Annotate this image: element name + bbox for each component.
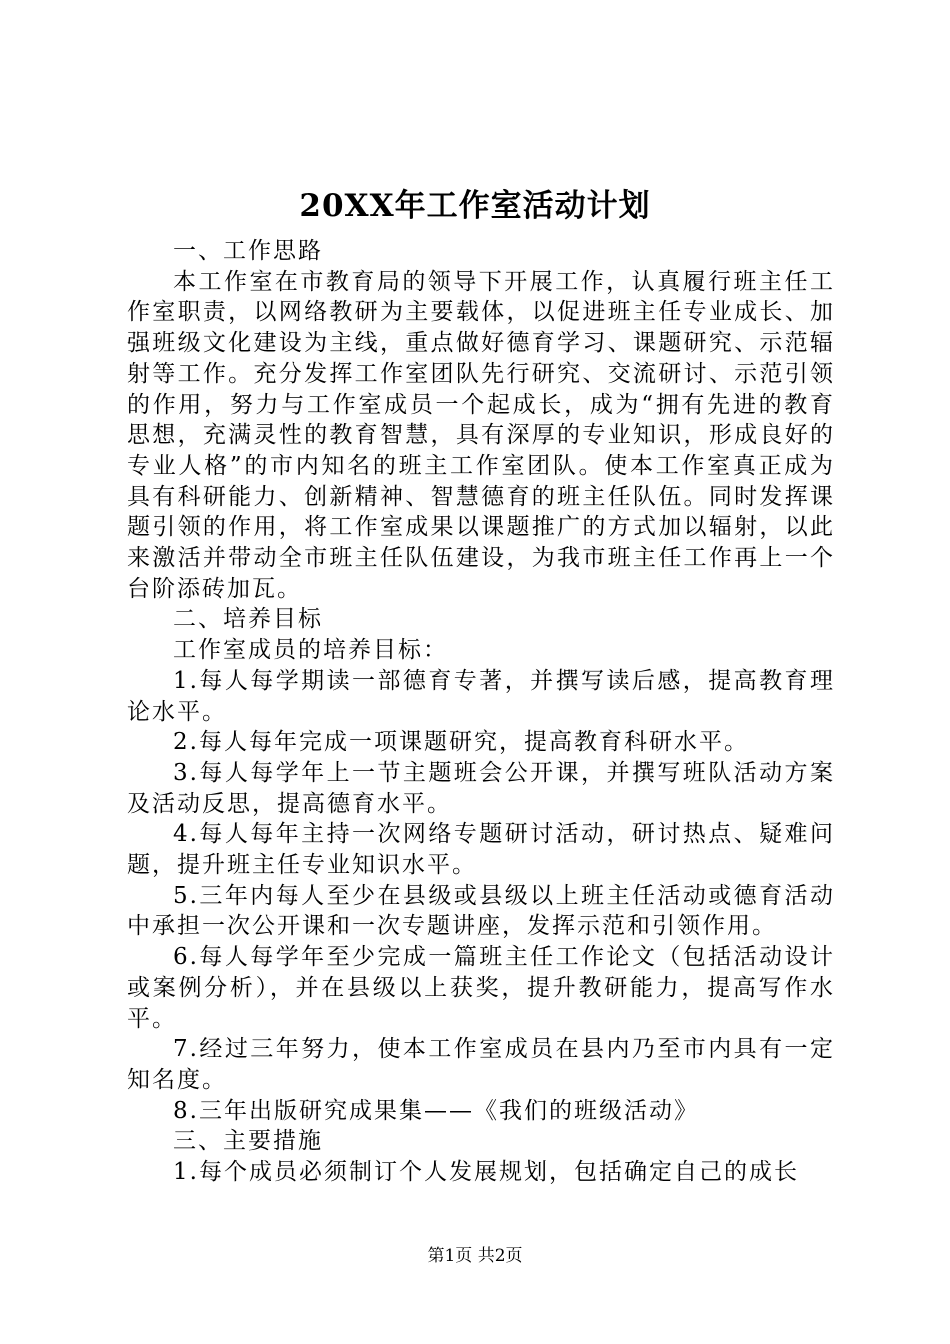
document-title: 20XX年工作室活动计划 <box>299 188 651 224</box>
list-item-goal-8: 8.三年出版研究成果集——《我们的班级活动》 <box>173 1097 699 1124</box>
list-item-measure-1: 1.每个成员必须制订个人发展规划，包括确定自己的成长 <box>173 1159 799 1186</box>
list-item-goal-5: 5.三年内每人至少在县级或县级以上班主任活动或德育活动中承担一次公开课和一次专题讲座，发挥示范和引领作用。 <box>127 882 835 940</box>
section-heading-3: 三、主要措施 <box>173 1128 323 1155</box>
document-body <box>127 236 835 1188</box>
paragraph-goals-intro: 工作室成员的培养目标： <box>173 637 448 664</box>
list-item-goal-7: 7.经过三年努力，使本工作室成员在县内乃至市内具有一定知名度。 <box>127 1036 835 1093</box>
paragraph-work-approach: 本工作室在市教育局的领导下开展工作，认真履行班主任工作室职责，以网络教研为主要载体，以促进班主任专业成长、加强班级文化建设为主线，重点做好德育学习、课题研究、示范辐射等工作。充分发挥工作室团队先行研究、交流研讨、示范引领的作用，努力与工作室成员一个起成长，成为“拥有先进的教育思想，充满灵性的教育智慧，具有深厚的专业知识，形成良好的专业人格”的市内知名的班主工作室团队。使本工作室真正成为具有科研能力、创新精神、智慧德育的班主任队伍。同时发挥课题引领的作用，将工作室成果以课题推广的方式加以辐射，以此来激活并带动全市班主任队伍建设，为我市班主任工作再上一个台阶添砖加瓦。 <box>127 268 835 602</box>
list-item-goal-2: 2.每人每年完成一项课题研究，提高教育科研水平。 <box>173 729 749 756</box>
list-item-goal-1: 1.每人每学期读一部德育专著，并撰写读后感，提高教育理论水平。 <box>127 667 835 725</box>
list-item-goal-3: 3.每人每学年上一节主题班会公开课，并撰写班队活动方案及活动反思，提高德育水平。 <box>127 759 835 817</box>
list-item-goal-4: 4.每人每年主持一次网络专题研讨活动，研讨热点、疑难问题，提升班主任专业知识水平。 <box>127 821 835 879</box>
section-heading-2: 二、培养目标 <box>173 606 323 633</box>
list-item-goal-6: 6.每人每学年至少完成一篇班主任工作论文（包括活动设计或案例分析），并在县级以上获奖，提升教研能力，提高写作水平。 <box>127 944 835 1032</box>
section-heading-1: 一、工作思路 <box>173 238 323 264</box>
page-footer: 第1页 共2页 <box>427 1246 523 1266</box>
